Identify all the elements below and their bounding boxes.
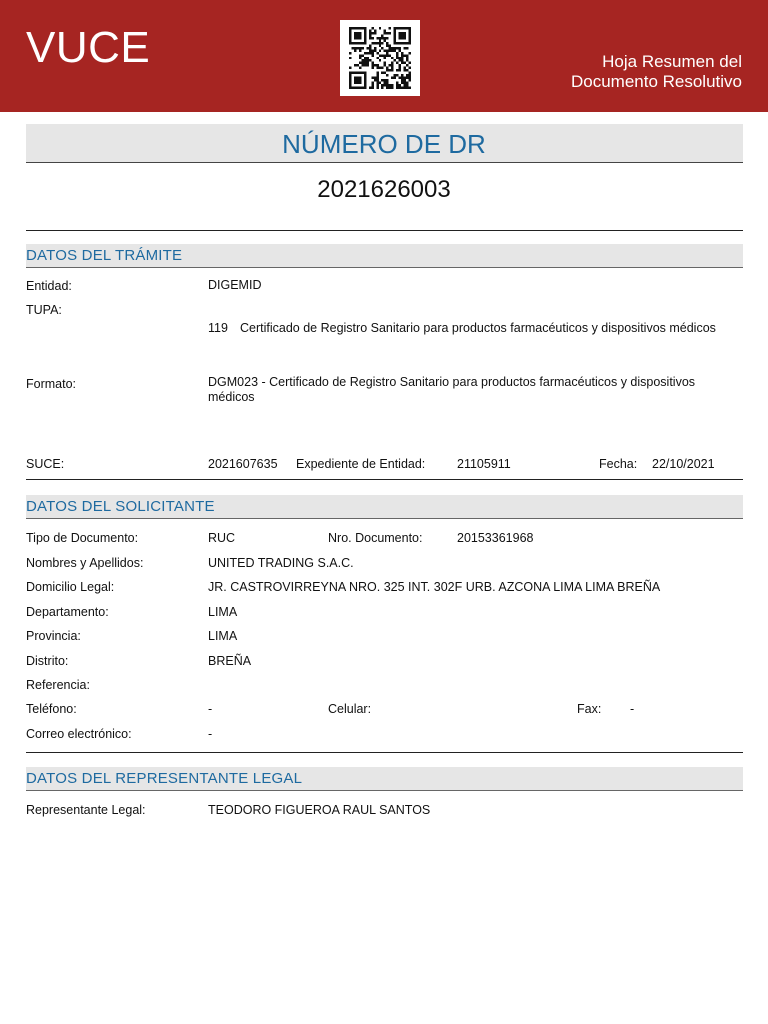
correo-value: - xyxy=(208,727,213,741)
header-subtitle-line1: Hoja Resumen del xyxy=(602,52,742,71)
section-tramite xyxy=(26,244,743,268)
section-representante-title: DATOS DEL REPRESENTANTE LEGAL xyxy=(26,770,303,787)
nro-doc-label: Nro. Documento: xyxy=(328,531,423,545)
nombres-value: UNITED TRADING S.A.C. xyxy=(208,556,354,570)
header-subtitle xyxy=(571,52,742,92)
domicilio-value: JR. CASTROVIRREYNA NRO. 325 INT. 302F URB. AZCONA LIMA LIMA BREÑA xyxy=(208,580,661,594)
fecha-value: 22/10/2021 xyxy=(652,457,715,471)
departamento-value: LIMA xyxy=(208,605,238,619)
provincia-value: LIMA xyxy=(208,629,238,643)
fax-label: Fax: xyxy=(577,702,602,716)
expediente-label: Expediente de Entidad: xyxy=(296,457,426,471)
celular-label: Celular: xyxy=(328,702,372,716)
section-representante xyxy=(26,767,743,791)
telefono-value: - xyxy=(208,702,213,716)
tipo-doc-value: RUC xyxy=(208,531,236,545)
nombres-label: Nombres y Apellidos: xyxy=(26,556,144,570)
tipo-doc-label: Tipo de Documento: xyxy=(26,531,139,545)
distrito-label: Distrito: xyxy=(26,654,69,668)
divider xyxy=(26,230,743,231)
entidad-value: DIGEMID xyxy=(208,278,262,292)
dr-number: 2021626003 xyxy=(317,176,451,203)
section-solicitante-title: DATOS DEL SOLICITANTE xyxy=(26,498,215,515)
tupa-code: 119 xyxy=(208,321,228,335)
fax-value: - xyxy=(630,702,635,716)
formato-label: Formato: xyxy=(26,377,77,391)
provincia-label: Provincia: xyxy=(26,629,81,643)
qr-code-icon xyxy=(340,20,420,96)
formato-value: DGM023 - Certificado de Registro Sanitario para productos farmacéuticos y dispositivos médicos xyxy=(208,375,696,404)
tupa-value: Certificado de Registro Sanitario para productos farmacéuticos y dispositivos médicos xyxy=(240,321,716,335)
section-solicitante xyxy=(26,495,743,519)
suce-value: 2021607635 xyxy=(208,457,278,471)
nro-doc-value: 20153361968 xyxy=(457,531,534,545)
divider xyxy=(26,752,743,753)
domicilio-label: Domicilio Legal: xyxy=(26,580,115,594)
departamento-label: Departamento: xyxy=(26,605,109,619)
entidad-label: Entidad: xyxy=(26,279,72,293)
section-tramite-title: DATOS DEL TRÁMITE xyxy=(26,247,183,264)
distrito-value: BREÑA xyxy=(208,654,252,668)
header-subtitle-line2: Documento Resolutivo xyxy=(570,72,742,91)
brand-logo: VUCE xyxy=(26,23,151,72)
tupa-label: TUPA: xyxy=(26,303,62,317)
representante-label: Representante Legal: xyxy=(26,803,146,817)
fecha-label: Fecha: xyxy=(599,457,638,471)
representante-value: TEODORO FIGUEROA RAUL SANTOS xyxy=(208,803,431,817)
dr-title: NÚMERO DE DR xyxy=(282,129,486,159)
header-bar xyxy=(0,0,768,112)
expediente-value: 21105911 xyxy=(457,457,511,471)
suce-label: SUCE: xyxy=(26,457,65,471)
correo-label: Correo electrónico: xyxy=(26,727,132,741)
divider xyxy=(26,479,743,480)
referencia-label: Referencia: xyxy=(26,678,90,692)
telefono-label: Teléfono: xyxy=(26,702,77,716)
